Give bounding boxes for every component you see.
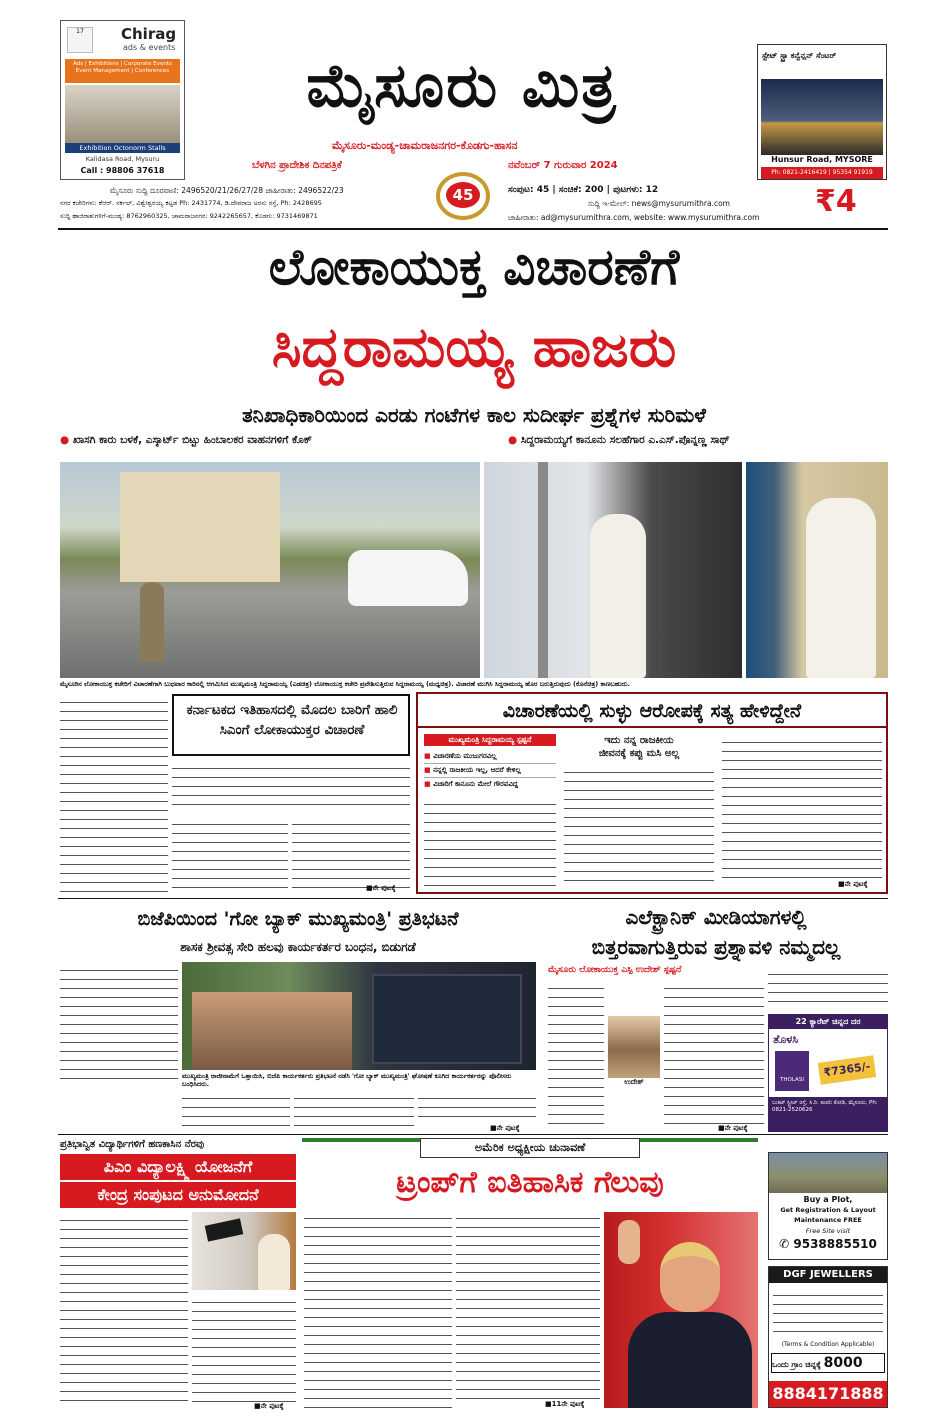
bjp-body-c [418,1090,536,1124]
dgf-title: DGF JEWELLERS [769,1267,887,1283]
price: ₹4 [815,184,857,219]
bjp-body-left [60,962,178,1080]
bjp-photo [182,962,536,1070]
issue-info: ಸಂಪುಟ: 45 | ಸಂಚಿಕೆ: 200 | ಪುಟಗಳು: 12 [508,185,659,195]
media-body-left [548,980,604,1130]
bjp-body-b [294,1090,414,1132]
chirag-sub: ads & events [123,43,176,52]
chirag-brand: Chirag [121,25,177,43]
graduation-cap-icon [205,1218,244,1241]
convention-title: ಸ್ಟೇಟ್ ಸ್ಟ್ರಾ ಕನ್ವೆನ್ಷನ್ ಸೆಂಟರ್ [762,51,837,60]
building [120,472,280,582]
email-news: ಸುದ್ದಿ ಇ-ಮೇಲ್: news@mysurumithra.com [588,199,730,208]
media-headline-2: ಬಿತ್ತರವಾಗುತ್ತಿರುವ ಪ್ರಶ್ನಾವಳಿ ನಮ್ಮದಲ್ಲ [591,935,841,959]
dgf-terms: (Terms & Condition Applicable) [781,1341,875,1348]
lead-subhead: ತನಿಖಾಧಿಕಾರಿಯಿಂದ ಎರಡು ಗಂಟೆಗಳ ಕಾಲ ಸುದೀರ್ಘ ಪ್ರಶ್ನೆಗಳ ಸುರಿಮಳೆ [242,403,706,427]
trump-suit [628,1312,752,1408]
students-photo [192,1212,296,1290]
tholasi-brand: THOLASI [780,1077,804,1083]
media-body-right [768,966,888,1010]
bullet-dot-icon: ● [508,434,518,446]
truth-body-right [722,734,882,880]
media-photo [608,1016,660,1078]
truth-point-text: ವಿಚಾರಣೆಯ ಮುಜುಗರವಿಲ್ಲ [433,752,497,760]
chirag-stall: Exhibition Octonorm Stalls [65,143,180,153]
chirag-menu-1: Ads | Exhibitions | Corporate Events [73,61,172,67]
dgf-ad [768,1266,888,1408]
dgf-body [773,1287,883,1337]
square-bullet-icon: ■ [424,752,431,760]
truth-continued: ■ನೇ ಪುಟಕ್ಕೆ [838,880,868,888]
convention-ad [757,44,887,180]
lead-body-mid [172,760,410,812]
chirag-call: Call : 98806 37618 [80,166,165,175]
truth-quote-2: ಜೀವನಕ್ಕೆ ಕಪ್ಪು ಮಸಿ ಅಲ್ಲ [598,748,680,759]
dgf-price: 8000 [823,1355,863,1371]
lead-photo-car [60,462,480,678]
chirag-ad [60,20,185,180]
plot-phone-number: 9538885510 [793,1237,877,1251]
section-rule-1 [58,898,888,899]
chirag-logo-icon: 17 [67,27,93,53]
crowd [192,992,352,1070]
pm-figure [258,1234,290,1290]
lead-photo-exit [746,462,888,678]
history-box [172,694,410,756]
phone-icon: ✆ [779,1237,790,1251]
bjp-continued: ■ನೇ ಪುಟಕ್ಕೆ [490,1124,520,1132]
car [348,550,468,606]
students-headline-2: ಕೇಂದ್ರ ಸಂಪುಟದ ಅನುಮೋದನೆ [60,1182,296,1208]
media-continued: ■ನೇ ಪುಟಕ್ಕೆ [718,1124,748,1132]
plot-ad [768,1152,888,1260]
bjp-subhead: ಶಾಸಕ ಶ್ರೀವತ್ಸ ಸೇರಿ ಹಲವು ಕಾರ್ಯಕರ್ತರ ಬಂಧನ, ಬಿಡುಗಡೆ [180,940,416,954]
chirag-address: Kalidasa Road, Mysuru [85,155,160,163]
gold-brand: ತೊಳಸಿ [773,1033,799,1046]
media-tag: ಮೈಸೂರು ಲೋಕಾಯುಕ್ತ ಎಸ್ಪಿ ಉದೇಶ್ ಸ್ಪಷ್ಟನೆ [548,965,682,975]
chirag-menu-2: Event Management | Conferences [75,68,170,74]
convention-address: Hunsur Road, MYSORE [761,155,883,164]
students-headline-1: ಪಿಎಂ ವಿದ್ಯಾಲಕ್ಷ್ಮಿ ಯೋಜನೆಗೆ [60,1154,296,1180]
dgf-phone: 8884171888 [769,1381,887,1407]
gold-address: ಬುಕಿಟ್ ಸ್ಟ್ರೀಟ್ ರಸ್ತೆ, ಸಿ.ರಿ. ಕಂಪನಿ ಕೋಡಿ, ಮೈಸೂರು, Ph: 0821-2520626 [769,1097,887,1131]
truth-quote [564,734,714,760]
media-photo-caption: ಉದೇಶ್ [624,1078,644,1086]
contact-line-2: ನಗರ ಕಚೇರಿಗಳು: ಕೆಆರ್. ಸರ್ಕಲ್, ವಿಶ್ವೇಶ್ವರಯ್ಯ ಕಟ್ಟಡ Ph: 2431774, ಡಿ.ದೇವರಾಜ ಅರಸು ರಸ್ತೆ, Ph: 2428695 [60,199,322,207]
trump-raised-hand [618,1220,640,1264]
lead-body-left [60,694,168,894]
chirag-menu [65,59,180,83]
gold-ad-title: 22 ಕ್ಯಾರೆಟ್ ಚಿನ್ನದ ದರ [769,1015,887,1029]
contact-line-1: ಮೈಸೂರು ಸುದ್ದಿ ದೂರವಾಣಿ: 2496520/21/26/27/28 ಜಾಹೀರಾತು: 2496522/23 [110,186,344,195]
gold-ad [768,1014,888,1132]
date: ನವೆಂಬರ್ 7 ಗುರುವಾರ 2024 [508,160,618,171]
lead-photo-entering [484,462,742,678]
plot-line-4: Free Site visit [805,1227,851,1235]
trump-continued: ■11ನೇ ಪುಟಕ್ಕೆ [545,1400,585,1408]
plot-photo [769,1153,887,1193]
cm-figure [590,514,646,678]
plot-line-3: Maintenance FREE [794,1216,862,1224]
bjp-headline: ಬಿಜೆಪಿಯಿಂದ 'ಗೋ ಬ್ಯಾಕ್ ಮುಖ್ಯಮಂತ್ರಿ' ಪ್ರತಿಭಟನೆ [137,908,459,930]
region-line: ಮೈಸೂರು-ಮಂಡ್ಯ-ಚಾಮರಾಜನಗರ-ಕೊಡಗು-ಹಾಸನ [332,139,518,152]
square-bullet-icon: ■ [424,780,431,788]
email-ad: ಜಾಹೀರಾತು: ad@mysurumithra.com, website: www.mysurumithra.com [508,213,760,222]
square-bullet-icon: ■ [424,766,431,774]
lead-caption: ಮೈಸೂರಿನ ಲೋಕಾಯುಕ್ತ ಕಚೇರಿಗೆ ವಿಚಾರಣೆಗಾಗಿ ಬುಧವಾರ ಕಾರಿನಲ್ಲಿ ಆಗಮಿಸಿದ ಮುಖ್ಯಮಂತ್ರಿ ಸಿದ್ದರಾಮಯ್ಯ (ಎಡಚಿತ್ರ) ಲೋಕಾಯುಕ್ತ ಕಚೇರಿ ಪ್ರವೇಶಿಸುತ್ತಿರುವ ಸಿದ್ದರಾಮಯ್ಯ (ಮಧ್ಯಚಿತ್ರ). ವಿಚಾರಣೆ ಮುಗಿಸಿ ಸಿದ್ದರಾಮಯ್ಯ ಹೊರ ಬರುತ್ತಿರುವುದು (ಕೊನೆಚಿತ್ರ) ಕಾಣಬಹುದು. [60,680,631,688]
media-headline-1: ಎಲೆಕ್ಟ್ರಾನಿಕ್ ಮೀಡಿಯಾಗಳಲ್ಲಿ [625,905,807,929]
newspaper-title: ಮೈಸೂರು ಮಿತ್ರ [306,51,618,121]
truth-body-left [424,796,556,888]
truth-point-text: ನನ್ನಲ್ಲಿ ರಾಜಕೀಯ ಇಲ್ಲ, ಆದರೆ ಕೇಳಿಲ್ಲ [433,766,521,774]
tholasi-logo-icon [775,1051,809,1091]
truth-point-text: ವಿಚಾರಿಗೆ ಕಾನೂನು ಮೇಲೆ ಗೌರವವಿದ್ದ [433,780,519,788]
masthead-rule [58,228,888,230]
truth-point-2 [424,764,556,778]
trump-photo [604,1212,758,1408]
students-body-right [192,1294,296,1402]
anniversary-number: 45 [446,182,480,208]
truth-body-mid [564,764,714,888]
tagline: ಬೆಳಗಿನ ಪ್ರಾದೇಶಿಕ ದಿನಪತ್ರಿಕೆ [252,160,342,171]
pole [538,462,548,678]
truth-tag: ಮುಖ್ಯಮಂತ್ರಿ ಸಿದ್ದರಾಮಯ್ಯ ಸ್ಪಷ್ಟನೆ [424,734,556,746]
students-body-left [60,1212,188,1408]
convention-photo [761,79,883,155]
truth-headline: ವಿಚಾರಣೆಯಲ್ಲಿ ಸುಳ್ಳು ಆರೋಪಕ್ಕೆ ಸತ್ಯ ಹೇಳಿದ್ದೇನೆ [418,694,886,728]
lead-body-lower-a [172,816,288,894]
trump-headline: ಟ್ರಂಪ್‌ಗೆ ಐತಿಹಾಸಿಕ ಗೆಲುವು [396,1165,664,1200]
police-van [372,974,522,1064]
exhibition-photo [65,85,180,143]
contact-line-3: ಸುದ್ದಿ ಹಾಜಿರಾತುಗಳಿಗೆ-ಮಂಡ್ಯ: 8762960325, ಚಾಮರಾಜನಗರ: 9242265657, ಕೊಡಗು: 9731469871 [60,212,318,220]
lead-headline-1: ಲೋಕಾಯುಕ್ತ ವಿಚಾರಣೆಗೆ [268,238,680,296]
section-rule-2 [58,1134,888,1135]
lead-bullet-2 [508,434,730,447]
police-officer [140,582,164,662]
students-kicker: ಪ್ರತಿಭಾನ್ವಿತ ವಿದ್ಯಾರ್ಥಿಗಳಿಗೆ ಹಣಕಾಸಿನ ನೆರವು [60,1139,205,1150]
media-body-mid [664,980,764,1130]
truth-point-1 [424,750,556,764]
truth-point-3 [424,778,556,791]
plot-phone [769,1237,887,1251]
trump-face [660,1242,720,1312]
trump-kicker: ಅಮೆರಿಕ ಅಧ್ಯಕ್ಷೀಯ ಚುನಾವಣೆ [420,1138,640,1158]
truth-box [416,692,888,894]
dgf-offer [771,1353,885,1373]
students-continued: ■ನೇ ಪುಟಕ್ಕೆ [254,1402,284,1410]
bjp-body-a [182,1090,290,1132]
bullet-dot-icon: ● [60,434,70,446]
history-box-headline: ಕರ್ನಾಟಕದ ಇತಿಹಾಸದಲ್ಲಿ ಮೊದಲ ಬಾರಿಗೆ ಹಾಲಿ ಸಿಎಂಗೆ ಲೋಕಾಯುಕ್ತರ ವಿಚಾರಣೆ [186,702,398,738]
lead-continued: ■ನೇ ಪುಟಕ್ಕೆ [366,884,396,892]
bjp-caption: ಮುಖ್ಯಮಂತ್ರಿ ರಾಜೀನಾಮೆಗೆ ಒತ್ತಾಯಿಸಿ, ಬಿಜೆಪಿ ಕಾರ್ಯಕರ್ತರು ಪ್ರತಿಭಟನೆ ನಡೆಸಿ 'ಗೋ ಬ್ಯಾಕ್ ಮುಖ್ಯಮಂತ್ರಿ' ಘೋಷಣೆ ಕೂಗಿದ ಕಾರ್ಯಕರ್ತರನ್ನು ಪೊಲೀಸರು ಬಂಧಿಸಿದರು. [182,1072,512,1088]
bullet-text: ಖಾಸಗಿ ಕಾರು ಬಳಕೆ, ಎಸ್ಕಾರ್ಟ್ ಬಿಟ್ಟು ಹಿಂಬಾಲಕರ ವಾಹನಗಳಿಗೆ ಕೊಕ್ [72,434,312,446]
truth-points [424,750,556,791]
trump-body-b [456,1210,600,1406]
gold-rate: ₹7365/- [818,1055,877,1085]
cm-exit-figure [806,498,876,678]
truth-quote-1: ಇದು ನನ್ನ ರಾಜಕೀಯ [604,735,674,746]
plot-line-2: Get Registration & Layout [780,1206,876,1214]
lead-headline-2: ಸಿದ್ದರಾಮಯ್ಯ ಹಾಜರು [271,315,677,380]
convention-phone: Ph: 0821-2416419 | 95354 91919 [761,167,883,179]
trump-body-a [304,1210,452,1408]
plot-line-1: Buy a Plot, [803,1195,853,1204]
lead-body-lower-b [292,816,410,888]
dgf-line: ಒಂದು ಗ್ರಾಂ ಚಿನ್ನಕ್ಕೆ [772,1360,821,1369]
lead-bullet-1 [60,434,312,447]
trump-kicker-band [302,1138,758,1156]
bullet-text: ಸಿದ್ದರಾಮಯ್ಯಗೆ ಕಾನೂನು ಸಲಹೆಗಾರ ಎ.ಎಸ್.ಪೊನ್ನಣ್ಣ ಸಾಥ್ [520,434,730,446]
